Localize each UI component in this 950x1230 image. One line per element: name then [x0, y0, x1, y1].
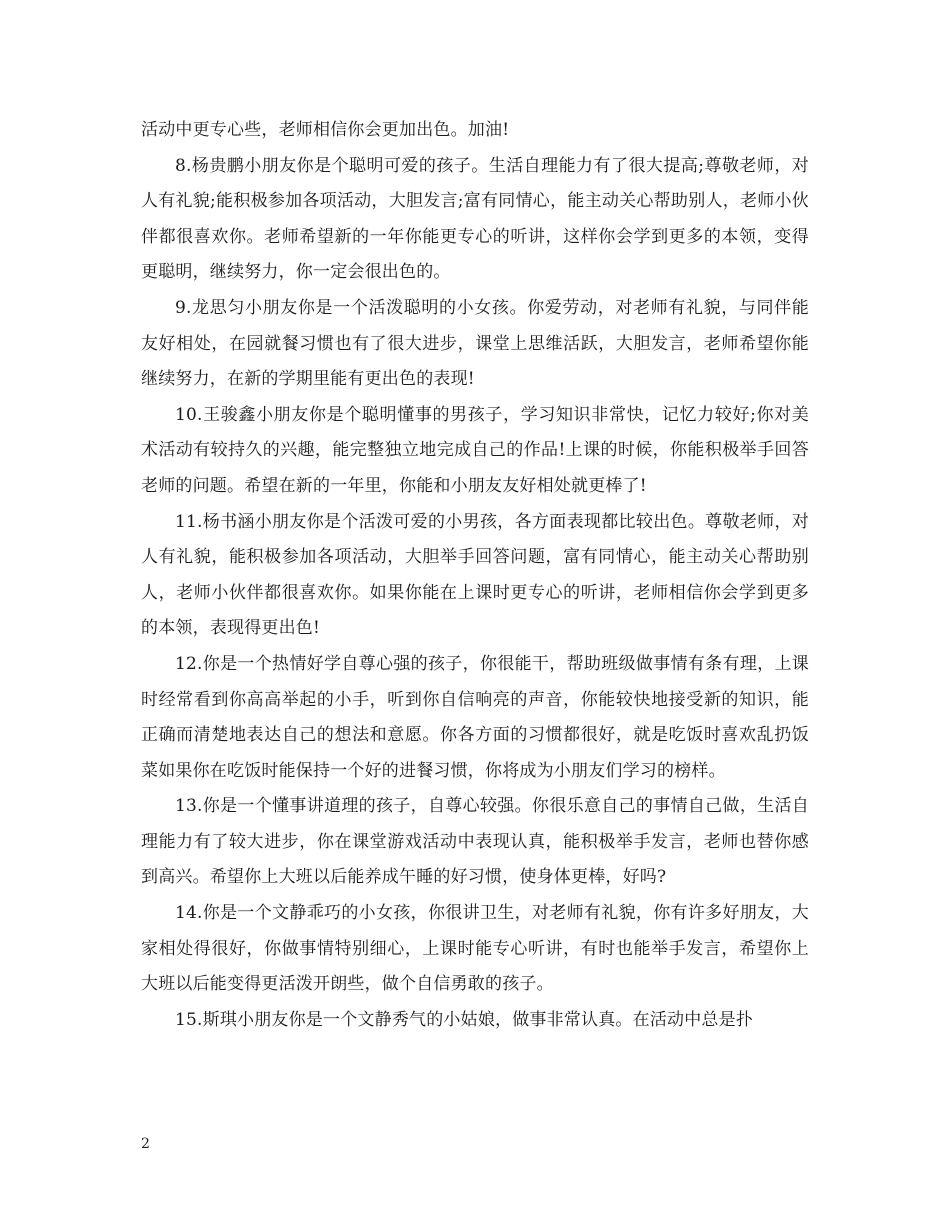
page-number: 2 [141, 1136, 150, 1152]
paragraph-comment-8: 8.杨贵鹏小朋友你是个聪明可爱的孩子。生活自理能力有了很大提高;尊敬老师，对人有礼貌;能积极参加各项活动，大胆发言;富有同情心，能主动关心帮助别人，老师小伙伴都很喜欢你。老师希望新的一年你能更专心的听讲，这样你会学到更多的本领，变得更聪明，继续努力，你一定会很出色的。 [141, 155, 809, 283]
paragraph-continuation: 活动中更专心些，老师相信你会更加出色。加油! [141, 120, 510, 140]
paragraph-comment-11: 11.杨书涵小朋友你是个活泼可爱的小男孩，各方面表现都比较出色。尊敬老师，对人有礼貌，能积极参加各项活动，大胆举手回答问题，富有同情心，能主动关心帮助别人，老师小伙伴都很喜欢你。如果你能在上课时更专心的听讲，老师相信你会学到更多的本领，表现得更出色! [141, 511, 809, 639]
paragraph-comment-15: 15.斯琪小朋友你是一个文静秀气的小姑娘，做事非常认真。在活动中总是扑 [175, 1009, 754, 1030]
paragraph-comment-13: 13.你是一个懂事讲道理的孩子，自尊心较强。你很乐意自己的事情自己做，生活自理能力有了较大进步，你在课堂游戏活动中表现认真，能积极举手发言，老师也替你感到高兴。希望你上大班以后能养成午睡的好习惯，使身体更棒，好吗? [141, 796, 809, 888]
paragraph-comment-12: 12.你是一个热情好学自尊心强的孩子，你很能干，帮助班级做事情有条有理，上课时经常看到你高高举起的小手，听到你自信响亮的声音，你能较快地接受新的知识，能正确而清楚地表达自己的想法和意愿。你各方面的习惯都很好，就是吃饭时喜欢乱扔饭菜如果你在吃饭时能保持一个好的进餐习惯，你将成为小朋友们学习的榜样。 [141, 653, 809, 781]
paragraph-comment-14: 14.你是一个文静乖巧的小女孩，你很讲卫生，对老师有礼貌，你有许多好朋友，大家相处得很好，你做事情特别细心，上课时能专心听讲，有时也能举手发言，希望你上大班以后能变得更活泼开朗些，做个自信勇敢的孩子。 [141, 903, 809, 995]
paragraph-comment-10: 10.王骏鑫小朋友你是个聪明懂事的男孩子，学习知识非常快，记忆力较好;你对美术活动有较持久的兴趣，能完整独立地完成自己的作品!上课的时候，你能积极举手回答老师的问题。希望在新的一年里，你能和小朋友友好相处就更棒了! [141, 404, 809, 496]
paragraph-comment-9: 9.龙思匀小朋友你是一个活泼聪明的小女孩。你爱劳动，对老师有礼貌，与同伴能友好相处，在园就餐习惯也有了很大进步，课堂上思维活跃，大胆发言，老师希望你能继续努力，在新的学期里能有更出色的表现! [141, 297, 809, 390]
document-body [141, 113, 809, 1038]
